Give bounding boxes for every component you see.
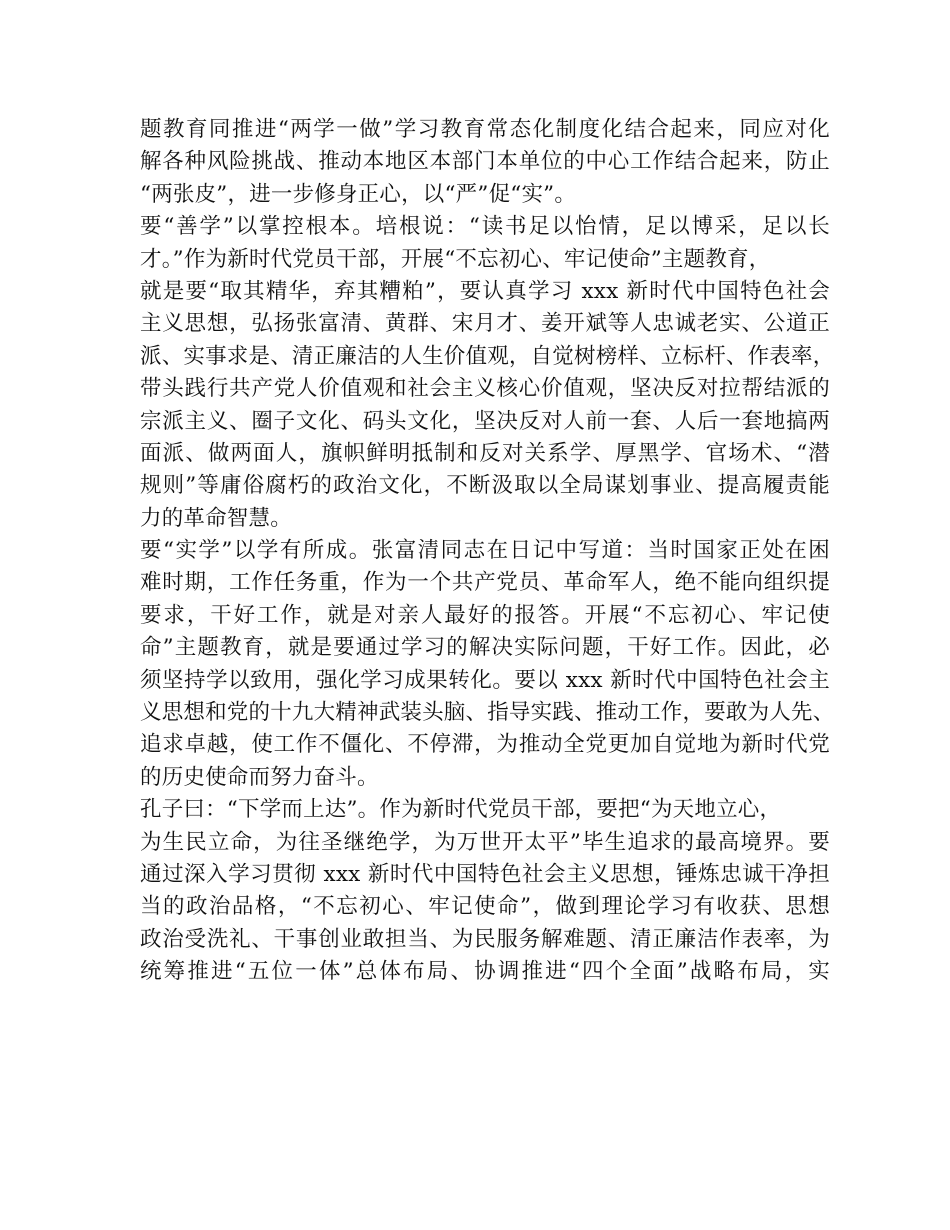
text-line: 面派、做两面人，旗帜鲜明抵制和反对关系学、厚黑学、官场术、“潜 [140,440,830,466]
text-line: 须坚持学以致用，强化学习成果转化。要以 xxx 新时代中国特色社会主 [140,667,830,693]
text-line: 为生民立命，为往圣继绝学，为万世开太平”毕生追求的最高境界。要 [140,829,830,855]
text-line: 带头践行共产党人价值观和社会主义核心价值观，坚决反对拉帮结派的 [140,376,830,402]
text-line: 要“善学”以掌控根本。培根说：“读书足以怡情，足以博采，足以长 [140,214,830,240]
text-line: 难时期，工作任务重，作为一个共产党员、革命军人，绝不能向组织提 [140,570,830,596]
text-line: 规则”等庸俗腐朽的政治文化，不断汲取以全局谋划事业、提高履责能 [140,473,830,499]
text-line: 孔子曰：“下学而上达”。作为新时代党员干部，要把“为天地立心， [140,797,782,823]
text-line: 主义思想，弘扬张富清、黄群、宋月才、姜开斌等人忠诚老实、公道正 [140,311,830,337]
text-line: 宗派主义、圈子文化、码头文化，坚决反对人前一套、人后一套地搞两 [140,408,830,434]
text-line: 统筹推进“五位一体”总体布局、协调推进“四个全面”战略布局，实 [140,959,830,985]
text-line: 就是要“取其精华，弃其糟粕”，要认真学习 xxx 新时代中国特色社会 [140,278,830,304]
text-line: 追求卓越，使工作不僵化、不停滞，为推动全党更加自觉地为新时代党 [140,732,830,758]
body-text [140,114,835,989]
text-line: 解各种风险挑战、推动本地区本部门本单位的中心工作结合起来，防止 [140,149,830,175]
text-line: 的历史使命而努力奋斗。 [140,764,379,790]
text-line: 要求，干好工作，就是对亲人最好的报答。开展“不忘初心、牢记使 [140,602,830,628]
text-line: 义思想和党的十九大精神武装头脑、指导实践、推动工作，要敢为人先、 [140,700,835,726]
text-line: 题教育同推进“两学一做”学习教育常态化制度化结合起来，同应对化 [140,117,830,142]
text-line: 命”主题教育，就是要通过学习的解决实际问题，干好工作。因此，必 [140,635,830,661]
text-line: 才。”作为新时代党员干部，开展“不忘初心、牢记使命”主题教育， [140,246,771,272]
text-line: 派、实事求是、清正廉洁的人生价值观，自觉树榜样、立标杆、作表率， [140,343,835,369]
text-line: “两张皮”，进一步修身正心，以“严”促“实”。 [140,181,577,207]
text-line: 通过深入学习贯彻 xxx 新时代中国特色社会主义思想，锤炼忠诚干净担 [140,861,830,887]
text-line: 力的革命智慧。 [140,505,292,531]
text-line: 政治受洗礼、干事创业敢担当、为民服务解难题、清正廉洁作表率，为 [140,926,830,952]
text-line: 要“实学”以学有所成。张富清同志在日记中写道：当时国家正处在困 [140,538,830,564]
text-line: 当的政治品格，“不忘初心、牢记使命”，做到理论学习有收获、思想 [140,894,830,920]
